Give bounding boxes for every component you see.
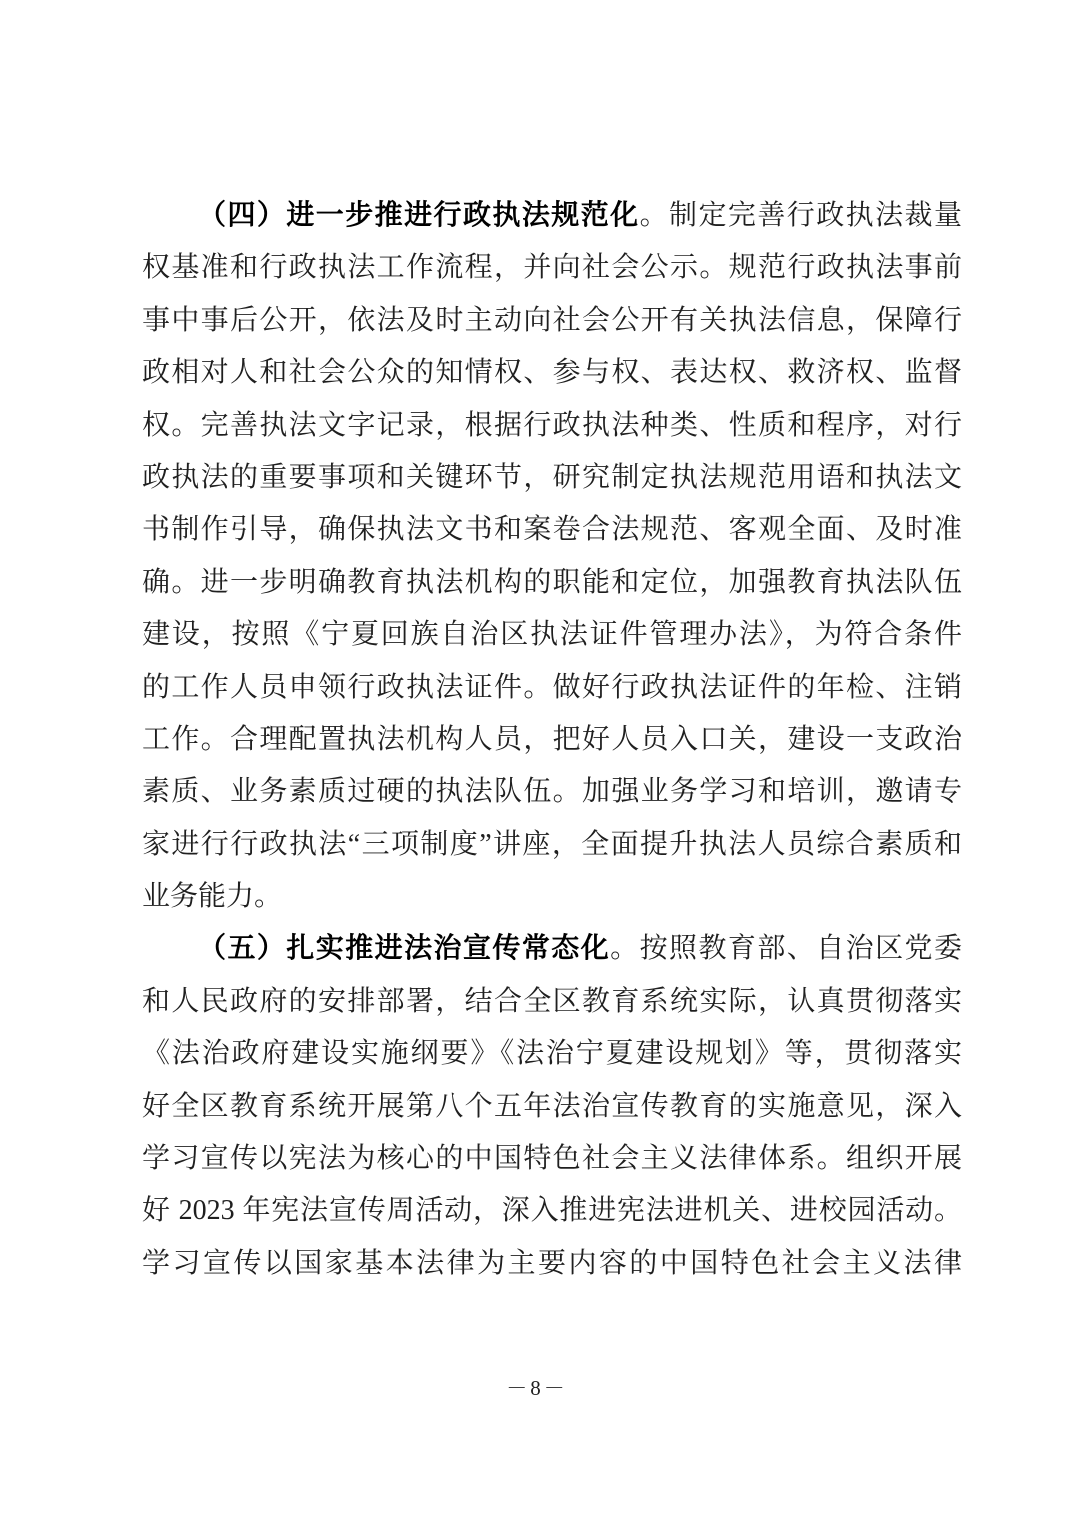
text-segment: 《法治政府建设实施纲要》《法治宁夏建设规划》等，贯彻落实 [142, 1038, 962, 1070]
text-line [142, 400, 962, 452]
text-line [142, 609, 962, 661]
text-line [142, 819, 962, 871]
heading-segment: （四）进一步推进行政执法规范化 [198, 200, 640, 231]
text-segment: 权基准和行政执法工作流程，并向社会公示。规范行政执法事前 [142, 252, 962, 284]
section-4-paragraph [142, 190, 962, 923]
text-segment: 学习宣传以宪法为核心的中国特色社会主义法律体系。组织开展 [142, 1143, 962, 1175]
text-segment: 事中事后公开，依法及时主动向社会公开有关执法信息，保障行 [142, 304, 962, 336]
text-segment: 书制作引导，确保执法文书和案卷合法规范、客观全面、及时准 [142, 514, 962, 546]
text-line [142, 295, 962, 347]
text-segment: 的工作人员申领行政执法证件。做好行政执法证件的年检、注销 [142, 671, 962, 703]
text-line [142, 1133, 962, 1185]
text-line [142, 923, 962, 975]
text-segment: 政相对人和社会公众的知情权、参与权、表达权、救济权、监督 [142, 357, 962, 389]
text-segment: 业务能力。 [142, 881, 283, 913]
text-line [142, 662, 962, 714]
text-line [142, 1185, 962, 1237]
text-line [142, 871, 962, 923]
text-line [142, 976, 962, 1028]
text-segment: 好 2023 年宪法宣传周活动，深入推进宪法进机关、进校园活动。 [142, 1195, 962, 1227]
text-segment: 好全区教育系统开展第八个五年法治宣传教育的实施意见，深入 [142, 1090, 962, 1122]
text-segment: 。制定完善行政执法裁量 [639, 200, 962, 231]
text-segment: 。按照教育部、自治区党委 [610, 933, 962, 965]
page-footer [0, 1372, 1074, 1402]
text-line [142, 190, 962, 242]
text-line [142, 242, 962, 294]
text-segment: 学习宣传以国家基本法律为主要内容的中国特色社会主义法律 [142, 1247, 962, 1279]
heading-segment: （五）扎实推进法治宣传常态化 [198, 933, 611, 965]
text-line [142, 452, 962, 504]
text-segment: 和人民政府的安排部署，结合全区教育系统实际，认真贯彻落实 [142, 985, 962, 1017]
text-line [142, 1238, 962, 1290]
text-segment: 政执法的重要事项和关键环节，研究制定执法规范用语和执法文 [142, 461, 962, 493]
text-segment: 确。进一步明确教育执法机构的职能和定位，加强教育执法队伍 [142, 566, 962, 598]
document-body [142, 190, 962, 1290]
text-line [142, 714, 962, 766]
text-line [142, 347, 962, 399]
text-segment: 工作。合理配置执法机构人员，把好人员入口关，建设一支政治 [142, 723, 962, 755]
text-line [142, 557, 962, 609]
text-segment: 建设，按照《宁夏回族自治区执法证件管理办法》，为符合条件 [142, 619, 962, 651]
text-line [142, 504, 962, 556]
text-line [142, 766, 962, 818]
text-line [142, 1028, 962, 1080]
text-segment: 素质、业务素质过硬的执法队伍。加强业务学习和培训，邀请专 [142, 776, 962, 808]
page-number: －8－ [506, 1376, 568, 1400]
text-line [142, 1081, 962, 1133]
text-segment: 家进行行政执法“三项制度”讲座，全面提升执法人员综合素质和 [142, 828, 962, 860]
section-5-paragraph [142, 923, 962, 1290]
text-segment: 权。完善执法文字记录，根据行政执法种类、性质和程序，对行 [142, 409, 962, 441]
